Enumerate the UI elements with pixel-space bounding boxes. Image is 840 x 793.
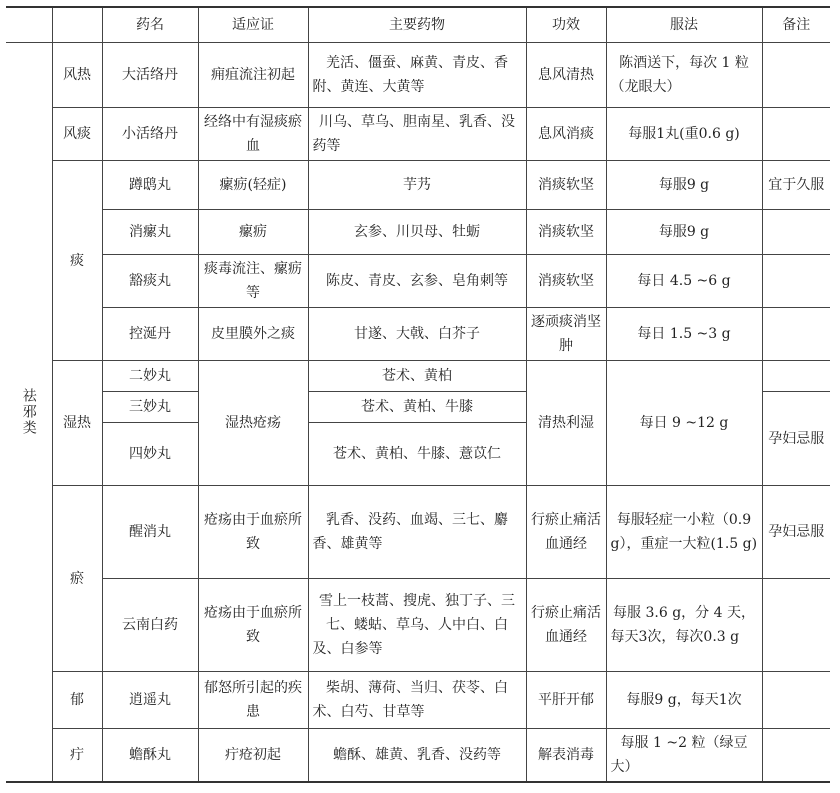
effect: 逐顽痰消坚肿: [526, 308, 606, 361]
category-label: 风痰: [52, 108, 102, 161]
drug-name: 控涎丹: [102, 308, 198, 361]
note: [762, 361, 830, 392]
table-row: [6, 579, 830, 672]
main-drugs: 苍术、黄柏: [308, 361, 526, 392]
drug-name: 三妙丸: [102, 392, 198, 423]
header-row: [6, 7, 830, 43]
effect: 平肝开郁: [526, 672, 606, 729]
main-drugs: 乳香、没药、血竭、三七、麝香、雄黄等: [308, 486, 526, 579]
drug-name: 醒消丸: [102, 486, 198, 579]
note: [762, 579, 830, 672]
indication: 瘰疬: [198, 210, 308, 255]
note: [762, 255, 830, 308]
table-row: [6, 43, 830, 108]
dosage: 每服1丸(重0.6 g): [606, 108, 762, 161]
main-drugs: 甘遂、大戟、白芥子: [308, 308, 526, 361]
table-row: [6, 729, 830, 783]
note: 孕妇忌服: [762, 486, 830, 579]
effect: 清热利湿: [526, 361, 606, 486]
table-row: [6, 672, 830, 729]
effect: 消痰软坚: [526, 255, 606, 308]
indication: 疮疡由于血瘀所致: [198, 486, 308, 579]
main-drugs: 苍术、黄柏、牛膝、薏苡仁: [308, 423, 526, 486]
drug-name: 蹲鸱丸: [102, 161, 198, 210]
drug-name: 云南白药: [102, 579, 198, 672]
drug-name: 四妙丸: [102, 423, 198, 486]
indication: 痈疽流注初起: [198, 43, 308, 108]
header-group: [6, 7, 52, 43]
note: [762, 43, 830, 108]
dosage: 每服 3.6 g，分 4 天，每天3次，每次0.3 g: [606, 579, 762, 672]
main-drugs: 玄参、川贝母、牡蛎: [308, 210, 526, 255]
drug-name: 逍遥丸: [102, 672, 198, 729]
note: 宜于久服: [762, 161, 830, 210]
indication: 疮疡由于血瘀所致: [198, 579, 308, 672]
indication: 瘰疬(轻症): [198, 161, 308, 210]
indication: 湿热疮疡: [198, 361, 308, 486]
table-row: [6, 308, 830, 361]
note: [762, 210, 830, 255]
note: [762, 108, 830, 161]
dosage: 每日 1.5 ~3 g: [606, 308, 762, 361]
dosage: 每日 9 ~12 g: [606, 361, 762, 486]
indication: 痰毒流注、瘰疬等: [198, 255, 308, 308]
effect: 行瘀止痛活血通经: [526, 486, 606, 579]
table-row: [6, 161, 830, 210]
effect: 息风清热: [526, 43, 606, 108]
note: 孕妇忌服: [762, 392, 830, 486]
header-drugs: 主要药物: [308, 7, 526, 43]
effect: 行瘀止痛活血通经: [526, 579, 606, 672]
category-label: 瘀: [52, 486, 102, 672]
drug-name: 小活络丹: [102, 108, 198, 161]
dosage: 陈酒送下，每次 1 粒（龙眼大）: [606, 43, 762, 108]
drug-name: 消瘰丸: [102, 210, 198, 255]
indication: 郁怒所引起的疾患: [198, 672, 308, 729]
dosage: 每服轻症一小粒（0.9 g），重症一大粒(1.5 g): [606, 486, 762, 579]
main-drugs: 川乌、草乌、胆南星、乳香、没药等: [308, 108, 526, 161]
effect: 消痰软坚: [526, 210, 606, 255]
main-drugs: 陈皮、青皮、玄参、皂角刺等: [308, 255, 526, 308]
main-drugs: 蟾酥、雄黄、乳香、没药等: [308, 729, 526, 783]
effect: 消痰软坚: [526, 161, 606, 210]
indication: 皮里膜外之痰: [198, 308, 308, 361]
effect: 解表消毒: [526, 729, 606, 783]
main-drugs: 柴胡、薄荷、当归、茯苓、白术、白芍、甘草等: [308, 672, 526, 729]
note: [762, 308, 830, 361]
header-name: 药名: [102, 7, 198, 43]
dosage: 每服 1 ~2 粒（绿豆大）: [606, 729, 762, 783]
table-row: [6, 108, 830, 161]
group-label: 祛邪类: [6, 43, 52, 783]
table-row: [6, 361, 830, 392]
prescription-table: [6, 6, 830, 783]
main-drugs: 苍术、黄柏、牛膝: [308, 392, 526, 423]
header-dosage: 服法: [606, 7, 762, 43]
drug-name: 蟾酥丸: [102, 729, 198, 783]
drug-name: 大活络丹: [102, 43, 198, 108]
note: [762, 729, 830, 783]
indication: 疔疮初起: [198, 729, 308, 783]
category-label: 疔: [52, 729, 102, 783]
category-label: 湿热: [52, 361, 102, 486]
drug-name: 二妙丸: [102, 361, 198, 392]
category-label: 风热: [52, 43, 102, 108]
category-label: 痰: [52, 161, 102, 361]
effect: 息风消痰: [526, 108, 606, 161]
note: [762, 672, 830, 729]
dosage: 每服9 g: [606, 210, 762, 255]
header-indication: 适应证: [198, 7, 308, 43]
dosage: 每服9 g: [606, 161, 762, 210]
table-row: [6, 486, 830, 579]
dosage: 每日 4.5 ~6 g: [606, 255, 762, 308]
table-row: [6, 210, 830, 255]
main-drugs: 雪上一枝蒿、搜虎、独丁子、三七、蝼蛄、草乌、人中白、白及、白参等: [308, 579, 526, 672]
indication: 经络中有湿痰瘀血: [198, 108, 308, 161]
header-category: [52, 7, 102, 43]
dosage: 每服9 g，每天1次: [606, 672, 762, 729]
drug-name: 豁痰丸: [102, 255, 198, 308]
header-effect: 功效: [526, 7, 606, 43]
header-note: 备注: [762, 7, 830, 43]
main-drugs: 羌活、僵蚕、麻黄、青皮、香附、黄连、大黄等: [308, 43, 526, 108]
table-row: [6, 255, 830, 308]
category-label: 郁: [52, 672, 102, 729]
main-drugs: 芋艿: [308, 161, 526, 210]
